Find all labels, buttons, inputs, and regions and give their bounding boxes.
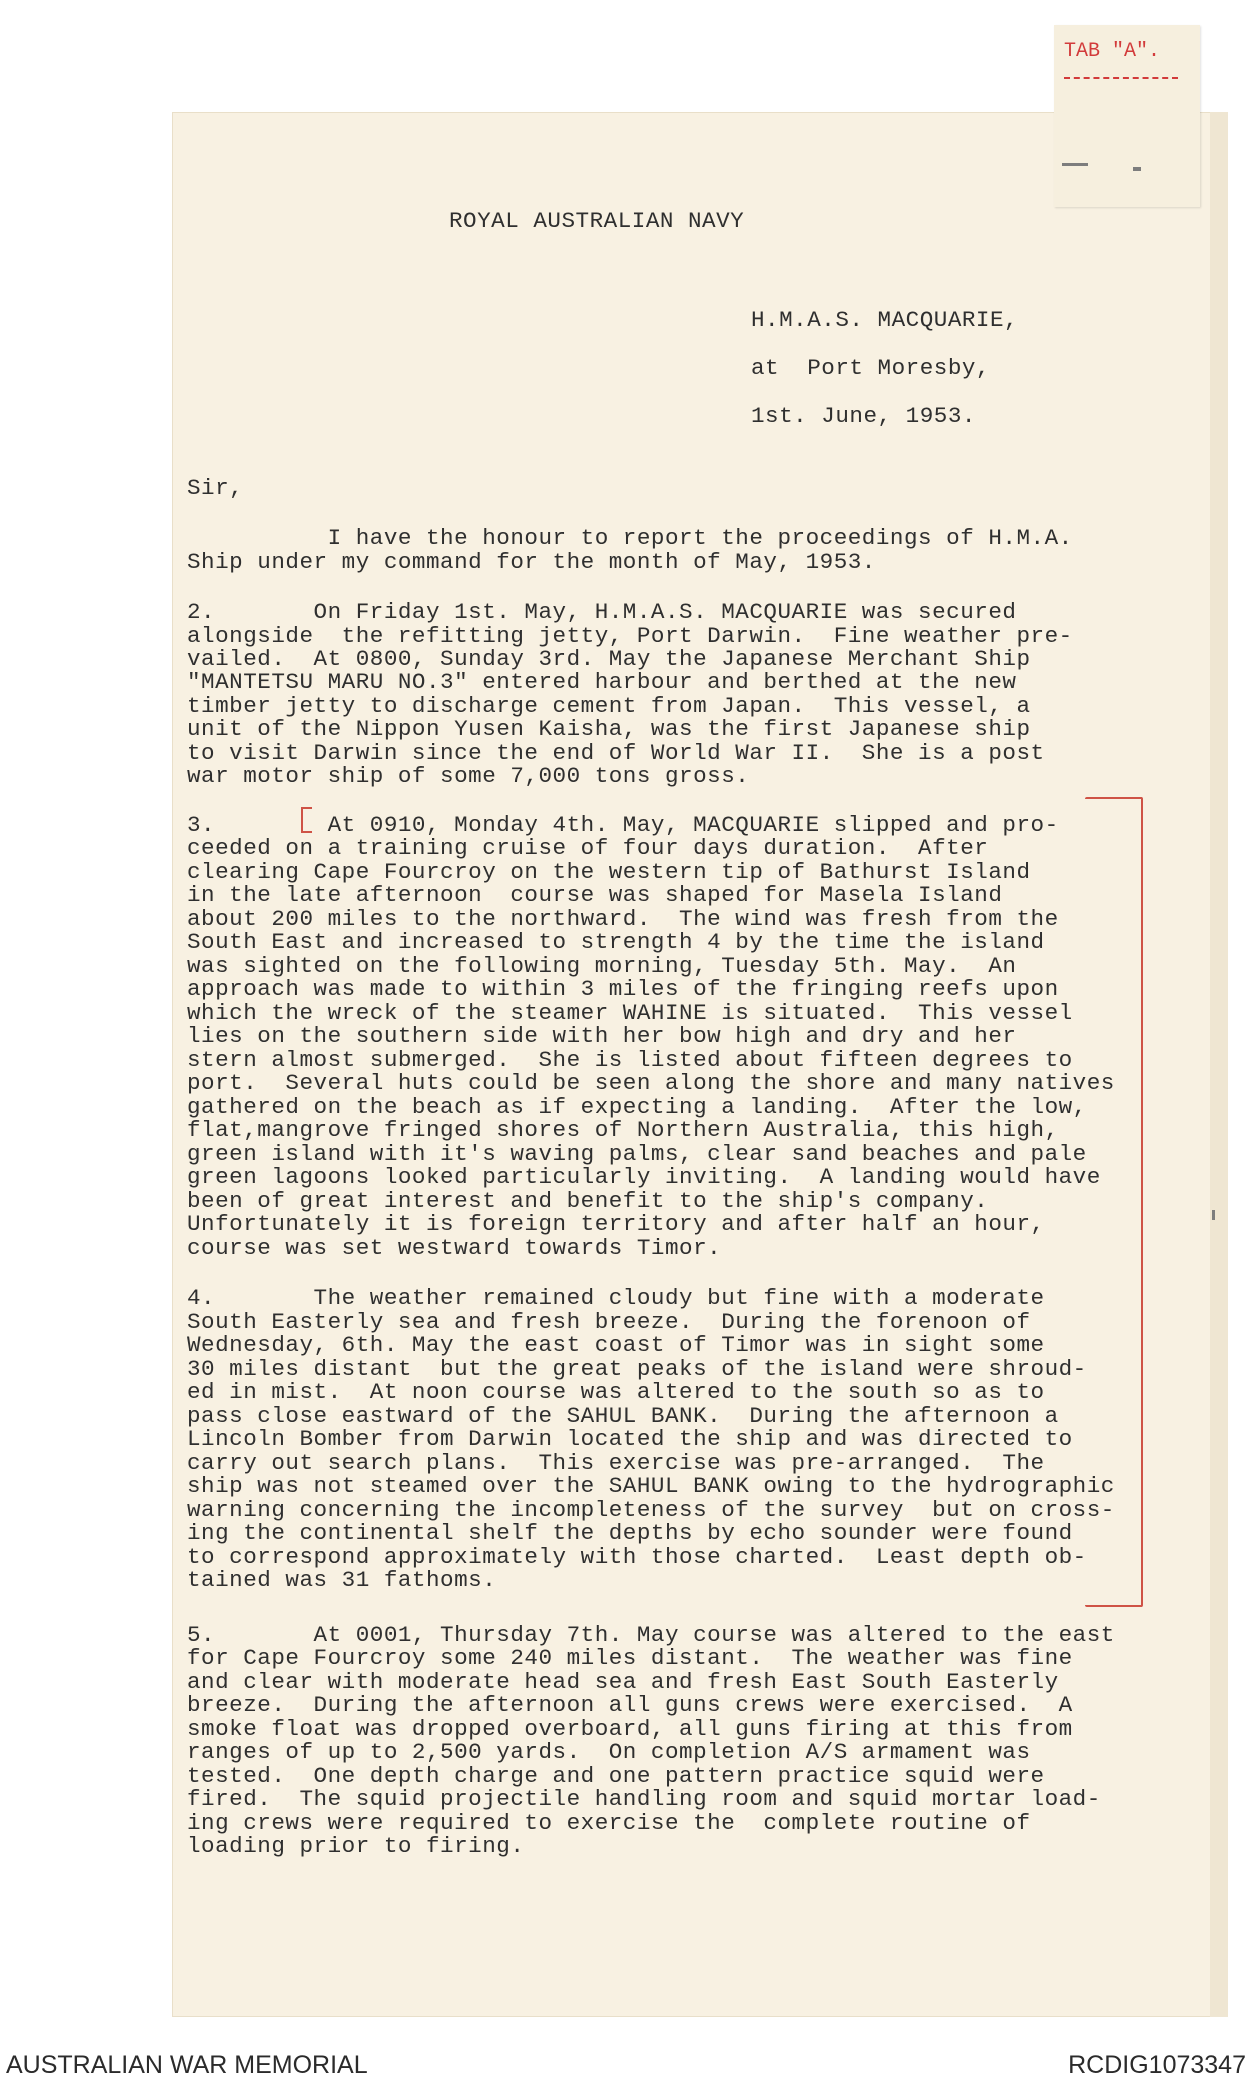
text-line: clearing Cape Fourcroy on the western tip of Bathurst Island [187, 859, 1031, 885]
text-line: 2. On Friday 1st. May, H.M.A.S. MACQUARIE was secured [187, 599, 1017, 625]
location: at Port Moresby, [751, 355, 990, 381]
text-line: been of great interest and benefit to the ship's company. [187, 1188, 989, 1214]
text-line: which the wreck of the steamer WAHINE is situated. This vessel [187, 1000, 1073, 1026]
text-line: green island with it's waving palms, clear sand beaches and pale [187, 1141, 1087, 1167]
report-date: 1st. June, 1953. [751, 403, 976, 429]
text-line: alongside the refitting jetty, Port Darwin. Fine weather pre- [187, 623, 1073, 649]
text-line: ing the continental shelf the depths by echo sounder were found [187, 1520, 1073, 1546]
text-line: warning concerning the incompleteness of the survey but on cross- [187, 1497, 1115, 1523]
text-line: approach was made to within 3 miles of the fringing reefs upon [187, 976, 1059, 1002]
text-line: pass close eastward of the SAHUL BANK. During the afternoon a [187, 1403, 1059, 1429]
text-line: ceeded on a training cruise of four days duration. After [187, 835, 989, 861]
footer-archive-name: AUSTRALIAN WAR MEMORIAL [6, 2051, 368, 2079]
text-line: vailed. At 0800, Sunday 3rd. May the Japanese Merchant Ship [187, 646, 1031, 672]
text-line: tained was 31 fathoms. [187, 1567, 497, 1593]
text-line: in the late afternoon course was shaped for Masela Island [187, 882, 1003, 908]
text-line: 5. At 0001, Thursday 7th. May course was altered to the east [187, 1622, 1115, 1648]
text-line: breeze. During the afternoon all guns crews were exercised. A [187, 1692, 1073, 1718]
text-line: fired. The squid projectile handling room and squid mortar load- [187, 1786, 1101, 1812]
paper-edge [1210, 112, 1228, 2017]
text-line: for Cape Fourcroy some 240 miles distant. The weather was fine [187, 1645, 1073, 1671]
text-line: and clear with moderate head sea and fresh East South Easterly [187, 1669, 1059, 1695]
text-line: Unfortunately it is foreign territory and after half an hour, [187, 1211, 1045, 1237]
text-line: to visit Darwin since the end of World War II. She is a post [187, 740, 1045, 766]
text-line: gathered on the beach as if expecting a landing. After the low, [187, 1094, 1087, 1120]
red-bracket-open [301, 807, 312, 833]
punch-hole [82, 1166, 116, 1200]
text-line: ranges of up to 2,500 yards. On completion A/S armament was [187, 1739, 1031, 1765]
text-line: tested. One depth charge and one pattern practice squid were [187, 1763, 1045, 1789]
text-line: 4. The weather remained cloudy but fine with a moderate [187, 1285, 1045, 1311]
text-line: South East and increased to strength 4 by the time the island [187, 929, 1045, 955]
text-line: "MANTETSU MARU NO.3" entered harbour and berthed at the new [187, 669, 1017, 695]
text-line: I have the honour to report the proceedings of H.M.A. [187, 525, 1073, 551]
red-margin-bracket [1085, 797, 1143, 1607]
text-line: unit of the Nippon Yusen Kaisha, was the first Japanese ship [187, 716, 1031, 742]
text-line: ship was not steamed over the SAHUL BANK owing to the hydrographic [187, 1473, 1115, 1499]
footer-record-id: RCDIG1073347 [1068, 2051, 1246, 2079]
punch-hole [62, 1232, 96, 1266]
text-line: war motor ship of some 7,000 tons gross. [187, 763, 750, 789]
punch-hole [82, 206, 116, 240]
pencil-mark [1062, 163, 1088, 166]
text-line: Lincoln Bomber from Darwin located the ship and was directed to [187, 1426, 1073, 1452]
pencil-mark [1212, 1210, 1215, 1220]
text-line: Ship under my command for the month of May, 1953. [187, 549, 876, 575]
text-line: ing crews were required to exercise the complete routine of [187, 1810, 1031, 1836]
text-line: timber jetty to discharge cement from Japan. This vessel, a [187, 693, 1031, 719]
tab-label: TAB "A". [1064, 40, 1161, 63]
text-line: course was set westward towards Timor. [187, 1235, 722, 1261]
text-line: 3. At 0910, Monday 4th. May, MACQUARIE slipped and pro- [187, 812, 1059, 838]
text-line: to correspond approximately with those charted. Least depth ob- [187, 1544, 1087, 1570]
text-line: was sighted on the following morning, Tuesday 5th. May. An [187, 953, 1017, 979]
text-line: port. Several huts could be seen along the shore and many natives [187, 1070, 1115, 1096]
text-line: stern almost submerged. She is listed about fifteen degrees to [187, 1047, 1073, 1073]
text-line: Wednesday, 6th. May the east coast of Timor was in sight some [187, 1332, 1045, 1358]
text-line: ed in mist. At noon course was altered to the south so as to [187, 1379, 1045, 1405]
document-title: ROYAL AUSTRALIAN NAVY [449, 208, 745, 234]
text-line: loading prior to firing. [187, 1833, 525, 1859]
text-line: about 200 miles to the northward. The wind was fresh from the [187, 906, 1059, 932]
text-line: South Easterly sea and fresh breeze. During the forenoon of [187, 1309, 1031, 1335]
text-line: flat,mangrove fringed shores of Northern Australia, this high, [187, 1117, 1059, 1143]
text-line: carry out search plans. This exercise was pre-arranged. The [187, 1450, 1045, 1476]
text-line: 30 miles distant but the great peaks of the island were shroud- [187, 1356, 1087, 1382]
tab-underline [1064, 77, 1178, 79]
text-line: green lagoons looked particularly inviting. A landing would have [187, 1164, 1101, 1190]
text-line: lies on the southern side with her bow high and dry and her [187, 1023, 1017, 1049]
salutation: Sir, [187, 475, 244, 501]
pencil-mark [1133, 167, 1141, 171]
text-line: smoke float was dropped overboard, all guns firing at this from [187, 1716, 1073, 1742]
ship-name: H.M.A.S. MACQUARIE, [751, 307, 1019, 333]
